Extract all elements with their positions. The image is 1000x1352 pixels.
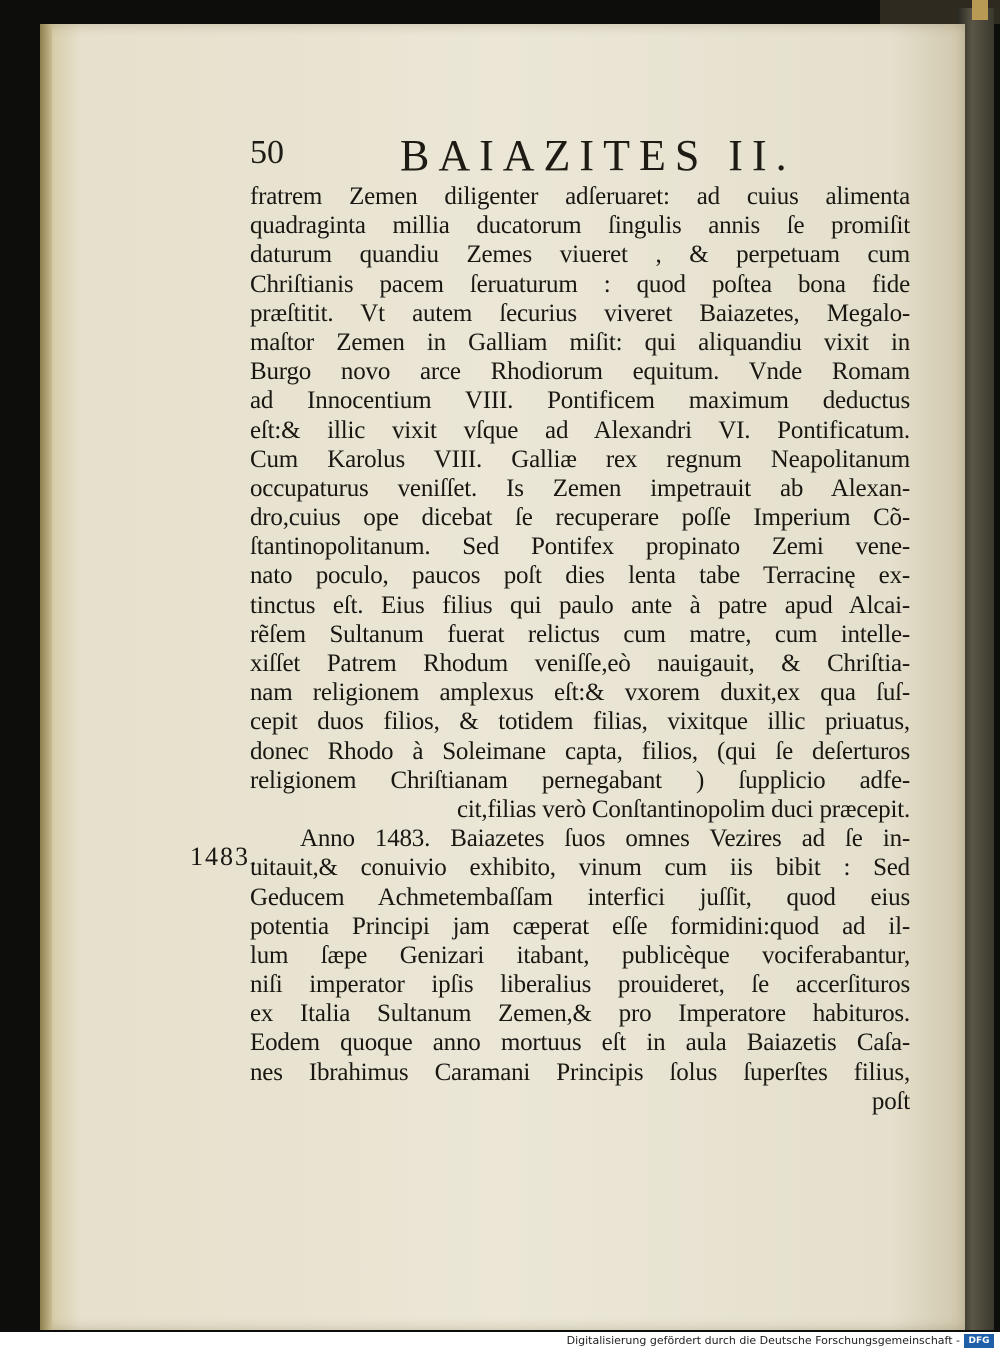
text-line: fratrem Zemen diligenter adſeruaret: ad cuius alimenta bbox=[250, 183, 910, 210]
running-title: BAIAZITES II. bbox=[400, 131, 796, 180]
text-line: quadraginta millia ducatorum ſingulis annis ſe promiſit bbox=[250, 212, 910, 240]
margin-year-note: 1483. bbox=[190, 842, 259, 871]
footer-bar bbox=[0, 1332, 1000, 1352]
text-line: Chriſtianis pacem ſeruaturum : quod poſtea bona fide bbox=[250, 270, 910, 298]
text-line: occupaturus veniſſet. Is Zemen impetrauit ab Alexan- bbox=[250, 474, 910, 502]
text-line: lum ſæpe Genizari itabant, publicèque vociferabantur, bbox=[250, 941, 910, 969]
text-line: nam religionem amplexus eſt:& vxorem duxit,ex qua ſuſ- bbox=[250, 679, 910, 707]
text-line: xiſſet Patrem Rhodum veniſſe,eò nauigauit, & Chriſtia- bbox=[250, 650, 910, 677]
text-line: Anno 1483. Baiazetes ſuos omnes Vezires ad ſe in- bbox=[300, 825, 910, 853]
text-line: eſt:& illic vixit vſque ad Alexandri VI. Pontificatum. bbox=[250, 416, 910, 444]
text-line: daturum quandiu Zemes viueret , & perpetuam cum bbox=[250, 241, 910, 269]
text-line: potentia Principi jam cæperat eſſe formidini:quod ad il- bbox=[250, 912, 910, 940]
text-line: ad Innocentium VIII. Pontificem maximum deductus bbox=[250, 387, 910, 415]
text-line: Burgo novo arce Rhodiorum equitum. Vnde Romam bbox=[250, 358, 910, 386]
text-line: Cum Karolus VIII. Galliæ rex regnum Neapolitanum bbox=[250, 445, 910, 473]
text-line: Geducem Achmetembaſſam interfici juſſit, quod eius bbox=[250, 883, 910, 911]
digitization-credit: Digitalisierung gefördert durch die Deutsche Forschungsgemeinschaft - bbox=[566, 1334, 960, 1347]
text-line: niſi imperator ipſis liberalius prouideret, ſe accerſituros bbox=[250, 971, 910, 999]
text-line: maſtor Zemen in Galliam miſit: qui aliquandiu vixit in bbox=[250, 328, 910, 356]
page-number: 50 bbox=[250, 134, 284, 171]
text-line: uitauit,& conuivio exhibito, vinum cum iis bibit : Sed bbox=[250, 854, 910, 882]
text-line: præſtitit. Vt autem ſecurius viveret Baiazetes, Megalo- bbox=[250, 299, 910, 327]
dfg-logo-icon: DFG bbox=[964, 1334, 994, 1348]
text-line: cepit duos filios, & totidem filias, vixitque illic priuatus, bbox=[250, 708, 910, 736]
page-header bbox=[250, 130, 910, 180]
text-line: nes Ibrahimus Caramani Principis ſolus ſuperſtes filius, bbox=[250, 1058, 910, 1086]
text-line: nato poculo, paucos poſt dies lenta tabe Terracinę ex- bbox=[250, 562, 910, 590]
text-line: Eodem quoque anno mortuus eſt in aula Baiazetis Caſa- bbox=[250, 1029, 910, 1057]
text-line: religionem Chriſtianam pernegabant ) ſupplicio adfe- bbox=[250, 766, 910, 794]
text-line: rẽſem Sultanum fuerat relictus cum matre, cum intelle- bbox=[250, 620, 910, 648]
gold-ribbon bbox=[972, 0, 988, 20]
text-line: ex Italia Sultanum Zemen,& pro Imperatore habituros. bbox=[250, 1000, 910, 1028]
text-line: cit,filias verò Conſtantinopolim duci præcepit. bbox=[456, 795, 910, 823]
catchword: poſt bbox=[871, 1087, 910, 1115]
text-line: ſtantinopolitanum. Sed Pontifex propinato Zemi vene- bbox=[250, 533, 910, 561]
text-line: donec Rhodo à Soleimane capta, filios, (qui ſe deſerturos bbox=[250, 737, 910, 765]
text-line: tinctus eſt. Eius filius qui paulo ante à patre apud Alcai- bbox=[250, 591, 910, 619]
body-text bbox=[250, 182, 910, 1116]
text-line: dro,cuius ope dicebat ſe recuperare poſſe Imperium Cõ- bbox=[250, 504, 910, 532]
